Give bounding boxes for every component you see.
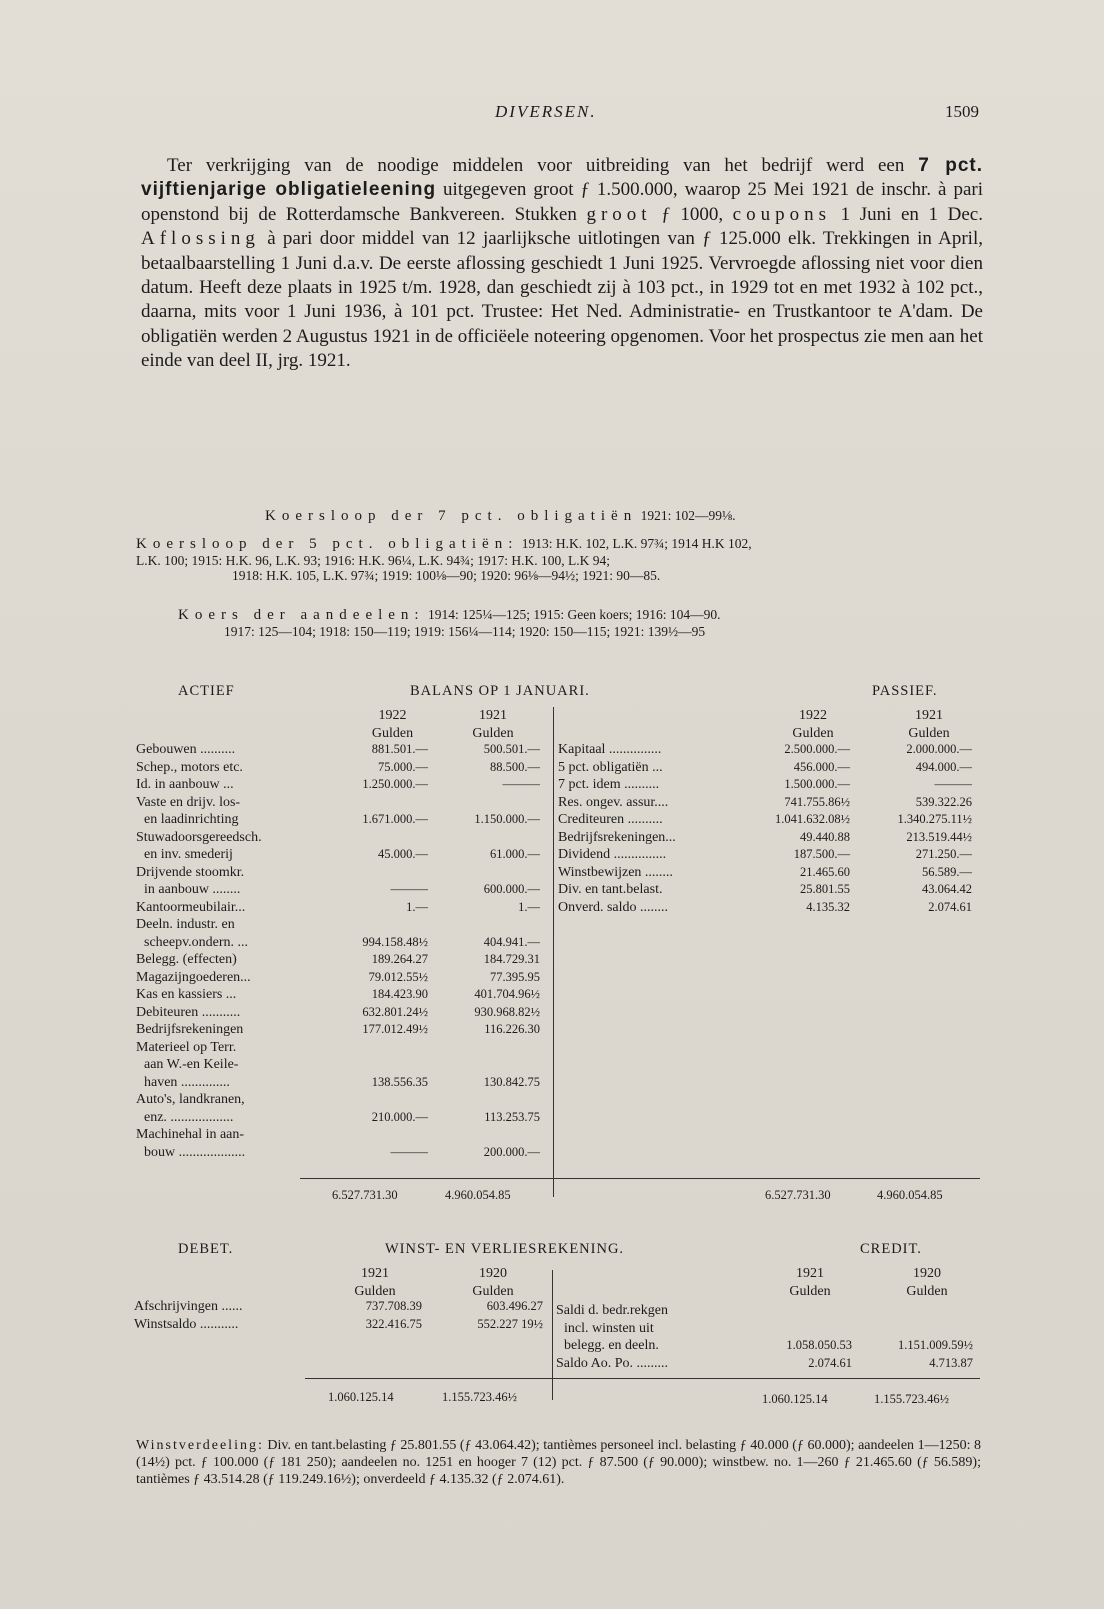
row-label: Debiteuren ........... — [136, 1004, 241, 1020]
row-value-v22: 189.264.27 — [371, 952, 428, 966]
debet-year-1920: 1920 Gulden — [472, 1266, 514, 1299]
row-value-v22: 881.501.— — [371, 742, 428, 756]
row-value-v20: 552.227 19½ — [477, 1316, 543, 1331]
row-label: en inv. smederij — [144, 847, 233, 862]
row-value-v21: 404.941.— — [483, 934, 540, 949]
row-label: Kantoormeubilair... — [136, 899, 246, 915]
actief-year-1922: 1922 Gulden — [371, 708, 414, 741]
row-label: scheepv.ondern. ... — [144, 934, 249, 950]
row-value-v21: 56.589.— — [922, 864, 972, 879]
koers-7pct — [265, 508, 735, 525]
row-value-v21: 539.322.26 — [915, 794, 972, 809]
intro-text: Ter verkrijging van de noodige middelen voor uitbreiding van het bedrijf werd een — [167, 155, 919, 176]
intro-text: à pari door middel van 12 jaarlijksche uitlotingen van ƒ 125.000 elk. Trekkingen in April, betaalbaarstelling 1 Juni d.a.v. De eerste aflossing geschiedt 1 Juni 1925. Vervroegde aflossing niet voor dien datum. Heeft deze plaats in 1925 t/m. 1928, dan geschiedt zij à 103 pct., in 1929 tot en met 1932 à 102 pct., daarna, mits voor 1 Juni 1936, à 101 pct. Trustee: Het Ned. Administratie- en Trustkantoor te A'dam. De obligatiën werden 2 Augustus 1921 in de officiëele noteering opgenomen. Voor het prospectus zie men aan het einde van deel II, jrg. 1921. — [141, 228, 983, 372]
row-label: Afschrijvingen ...... — [134, 1299, 243, 1314]
row-label: haven .............. — [144, 1074, 230, 1090]
row-value-v21: 213.519.44½ — [906, 829, 972, 844]
row-value-v21: 930.968.82½ — [474, 1004, 540, 1019]
row-value-v21: 600.000.— — [483, 882, 540, 896]
row-value-v22: ——— — [390, 882, 428, 896]
row-label: Bedrijfsrekeningen — [136, 1022, 244, 1037]
row-label: incl. winsten uit — [564, 1320, 654, 1336]
koers-aandeelen — [178, 607, 978, 639]
row-value-v22: 1.500.000.— — [784, 777, 850, 791]
wv-total-rule — [305, 1378, 980, 1379]
wv-divider — [552, 1270, 553, 1400]
actief-total-1921: 4.960.054.85 — [445, 1188, 511, 1202]
row-value-v22: 79.012.55½ — [368, 969, 428, 984]
row-value-v21: 116.226.30 — [484, 1022, 540, 1036]
row-label: Div. en tant.belast. — [558, 882, 663, 897]
intro-text: uitgegeven groot ƒ 1.500.000, waarop 25 Mei 1921 de inschr. à pari openstond bij de Rotterdamsche Bankvereen. Stukken — [141, 179, 984, 225]
row-value-v22: 177.012.49½ — [362, 1022, 428, 1036]
footer-text: Div. en tant.belasting ƒ 25.801.55 (ƒ 43.064.42); tantièmes personeel incl. belasting ƒ 40.000 (ƒ 60.000); aandeelen 1—1250: 8 (14½) pct. ƒ 100.000 (ƒ 181 250); aandeelen no. 1251 en hooger 7 (12) pct. ƒ 87.500 (ƒ 90.000); winstbew. no. 1—260 ƒ 21.465.60 (ƒ 56.589); tantièmes ƒ 43.514.28 (ƒ 119.249.16½); onverdeeld ƒ 4.135.32 (ƒ 2.074.61). — [136, 1438, 981, 1487]
passief-total-1922: 6.527.731.30 — [765, 1188, 831, 1202]
row-label: Auto's, landkranen, — [136, 1092, 245, 1107]
intro-spaced-text: groot — [586, 203, 652, 225]
koers-value: L.K. 100; 1915: H.K. 96, L.K. 93; 1916: H.K. 96¼, L.K. 94¾; 1917: H.K. 100, L.K 94; — [136, 552, 610, 568]
row-value-v21: 494.000.— — [915, 759, 972, 774]
row-label: Saldi d. bedr.rekgen — [556, 1303, 668, 1318]
row-value-v21: 61.000.— — [490, 847, 540, 861]
row-label: Stuwadoorsgereedsch. — [136, 829, 262, 845]
row-value-v21: 184.729.31 — [483, 952, 540, 966]
actief-title: ACTIEF — [178, 683, 235, 699]
row-label: Schep., motors etc. — [136, 759, 243, 775]
row-value-v21: 1.340.275.11½ — [897, 812, 972, 826]
row-value-v22: 1.671.000.— — [362, 812, 428, 826]
row-value-v22: 45.000.— — [378, 847, 428, 861]
row-value-v21: ——— — [502, 777, 540, 791]
row-value-v22: 1.041.632.08½ — [775, 812, 850, 826]
running-header-title: DIVERSEN. — [495, 102, 597, 121]
wv-title: WINST- EN VERLIESREKENING. — [385, 1241, 625, 1257]
credit-year-1920: 1920 Gulden — [906, 1266, 948, 1299]
passief-year-1922: 1922 Gulden — [792, 708, 834, 741]
koers-value: 1921: 102—99⅛. — [637, 508, 736, 523]
intro-text: 1 Juni en 1 Dec. — [831, 203, 983, 225]
row-value-v22: 632.801.24½ — [362, 1004, 428, 1019]
row-value-v21: 401.704.96½ — [474, 987, 540, 1001]
debet-total-1921: 1.060.125.14 — [328, 1390, 394, 1404]
row-value-v21: 1.150.000.— — [474, 812, 540, 826]
koers-5pct — [136, 536, 984, 584]
row-value-v22: 1.— — [406, 899, 428, 914]
row-value-v21: 2.074.61 — [808, 1355, 852, 1370]
row-value-v20: 1.151.009.59½ — [898, 1338, 973, 1352]
row-label: in aanbouw ........ — [144, 882, 241, 897]
row-value-v22: ——— — [390, 1144, 428, 1159]
row-value-v21: 322.416.75 — [365, 1316, 422, 1331]
row-value-v22: 2.500.000.— — [784, 742, 850, 756]
passief-title: PASSIEF. — [872, 683, 938, 699]
actief-year-1921: 1921 Gulden — [472, 708, 514, 741]
row-value-v21: 1.058.050.53 — [786, 1338, 852, 1352]
row-value-v22: 456.000.— — [793, 759, 850, 774]
intro-spaced-text: coupons — [732, 203, 831, 225]
row-value-v22: 21.465.60 — [800, 864, 850, 879]
row-label: aan W.-en Keile- — [144, 1057, 239, 1072]
koers-label: Koers der aandeelen: — [178, 607, 425, 623]
row-label: belegg. en deeln. — [564, 1338, 659, 1353]
row-value-v21: 113.253.75 — [484, 1109, 540, 1124]
passief-year-1921: 1921 Gulden — [908, 708, 950, 741]
row-value-v21: 200.000.— — [483, 1144, 540, 1159]
row-value-v22: 210.000.— — [371, 1109, 428, 1124]
intro-spaced-text: Aflossing — [141, 228, 260, 250]
debet-total-1920: 1.155.723.46½ — [442, 1390, 517, 1404]
row-label: Res. ongev. assur.... — [558, 794, 669, 810]
koers-value: 1914: 125¼—125; 1915: Geen koers; 1916: 104—90. — [424, 607, 721, 622]
row-value-v22: 4.135.32 — [806, 899, 850, 914]
credit-year-1921: 1921 Gulden — [789, 1266, 831, 1299]
row-value-v22: 75.000.— — [378, 759, 428, 774]
row-value-v22: 184.423.90 — [371, 987, 428, 1001]
row-value-v22: 1.250.000.— — [362, 777, 428, 791]
balans-title: BALANS OP 1 JANUARI. — [410, 683, 590, 699]
koers-value: 1917: 125—104; 1918: 150—119; 1919: 156¼—114; 1920: 150—115; 1921: 139½—95 — [224, 623, 706, 639]
row-label: Bedrijfsrekeningen... — [558, 829, 676, 845]
row-label: Belegg. (effecten) — [136, 952, 237, 967]
row-label: Onverd. saldo ........ — [558, 899, 669, 915]
koers-label: Koersloop der 5 pct. obligatiën: — [136, 536, 519, 552]
row-value-v21: 77.395.95 — [490, 969, 540, 984]
credit-total-1920: 1.155.723.46½ — [874, 1392, 949, 1406]
row-label: en laadinrichting — [144, 812, 239, 827]
koers-label: Koersloop der 7 pct. obligatiën — [265, 508, 638, 524]
row-value-v21: 88.500.— — [490, 759, 540, 774]
row-value-v21: 271.250.— — [915, 847, 972, 861]
row-label: Kapitaal ............... — [558, 742, 662, 757]
row-value-v22: 138.556.35 — [371, 1074, 428, 1089]
balans-total-rule — [300, 1178, 980, 1179]
row-label: Dividend ............... — [558, 847, 667, 862]
debet-title: DEBET. — [178, 1241, 234, 1257]
row-label: 7 pct. idem .......... — [558, 777, 660, 792]
row-value-v21: 737.708.39 — [365, 1299, 422, 1313]
row-label: Id. in aanbouw ... — [136, 777, 234, 792]
winstverdeeling-paragraph — [136, 1437, 981, 1488]
row-label: Materieel op Terr. — [136, 1039, 237, 1055]
row-label: Kas en kassiers ... — [136, 987, 237, 1002]
row-value-v21: 500.501.— — [483, 742, 540, 756]
actief-total-1922: 6.527.731.30 — [332, 1188, 398, 1202]
row-label: Vaste en drijv. los- — [136, 794, 241, 810]
intro-paragraph — [141, 154, 983, 374]
row-label: Drijvende stoomkr. — [136, 864, 245, 880]
row-label: Gebouwen .......... — [136, 742, 236, 757]
row-label: bouw ................... — [144, 1144, 246, 1160]
row-value-v20: 4.713.87 — [929, 1355, 973, 1370]
row-value-v22: 741.755.86½ — [784, 794, 850, 809]
debet-year-1921: 1921 Gulden — [354, 1266, 396, 1299]
row-label: Magazijngoederen... — [136, 969, 251, 985]
row-label: Winstsaldo ........... — [134, 1316, 239, 1332]
intro-text: ƒ 1000, — [651, 203, 733, 225]
row-value-v21: 1.— — [518, 899, 540, 914]
row-label: enz. .................. — [144, 1109, 234, 1125]
footer-label: Winstverdeeling: — [136, 1438, 264, 1453]
row-value-v22: 25.801.55 — [800, 882, 850, 896]
passief-total-1921: 4.960.054.85 — [877, 1188, 943, 1202]
page-number: 1509 — [945, 102, 979, 121]
row-value-v22: 187.500.— — [793, 847, 850, 861]
row-value-v20: 603.496.27 — [486, 1299, 543, 1313]
row-value-v21: 2.000.000.— — [906, 742, 972, 756]
credit-total-1921: 1.060.125.14 — [762, 1392, 828, 1406]
row-label: Saldo Ao. Po. ......... — [556, 1355, 669, 1371]
credit-title: CREDIT. — [860, 1241, 922, 1257]
row-value-v21: ——— — [934, 777, 972, 791]
row-value-v22: 994.158.48½ — [362, 934, 428, 949]
koers-value: 1918: H.K. 105, L.K. 97¾; 1919: 100⅛—90; 1920: 96⅛—94½; 1921: 90—85. — [232, 568, 661, 583]
row-label: Winstbewijzen ........ — [558, 864, 673, 880]
row-label: 5 pct. obligatiën ... — [558, 759, 663, 775]
koers-value: 1913: H.K. 102, L.K. 97¾; 1914 H.K 102, — [518, 536, 752, 551]
row-value-v21: 130.842.75 — [483, 1074, 540, 1089]
row-label: Deeln. industr. en — [136, 917, 235, 932]
intro-bold-text: 7 pct. vijftienjarige obligatieleening — [141, 155, 984, 201]
row-value-v22: 49.440.88 — [800, 829, 850, 844]
row-value-v21: 43.064.42 — [922, 882, 972, 896]
row-value-v21: 2.074.61 — [928, 899, 972, 914]
row-label: Machinehal in aan- — [136, 1127, 245, 1142]
row-label: Crediteuren .......... — [558, 812, 663, 827]
balans-divider — [553, 707, 554, 1197]
